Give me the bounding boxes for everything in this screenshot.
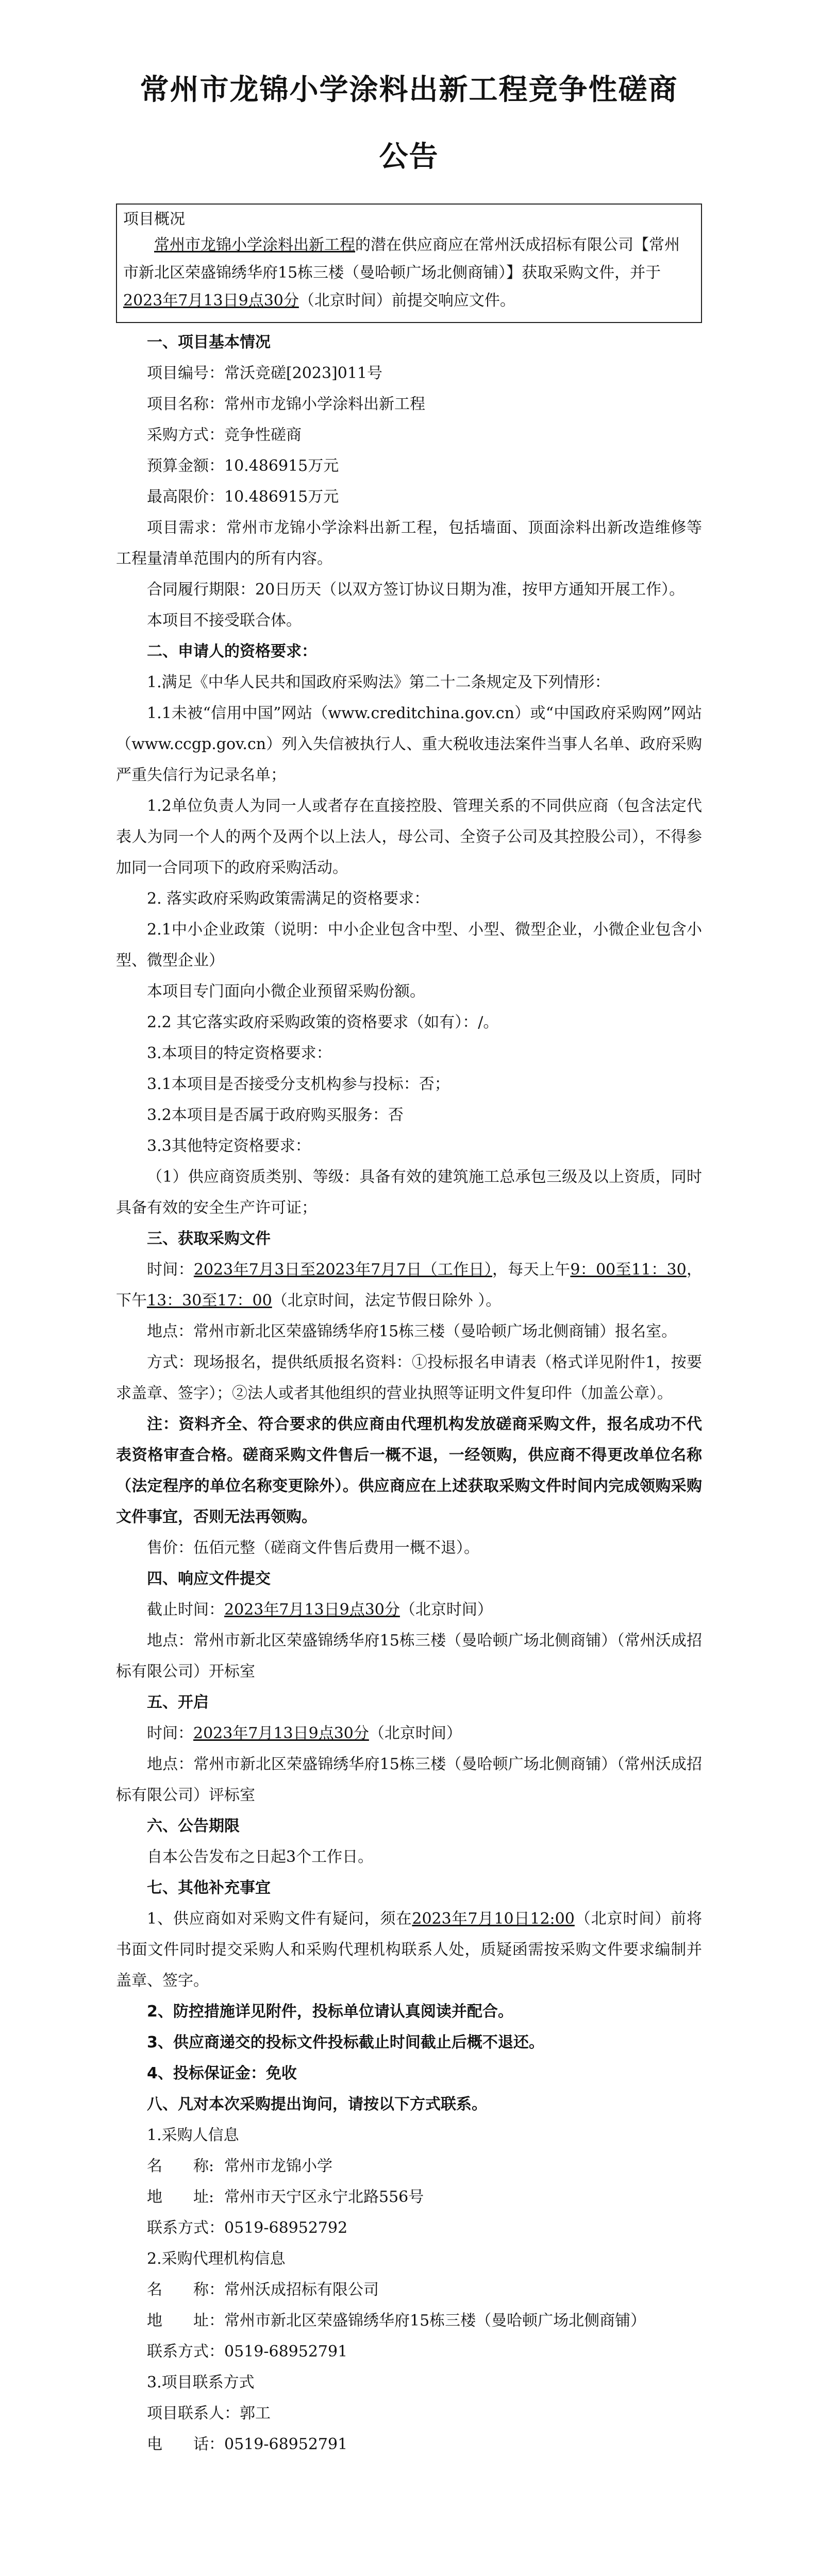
afternoon-hours: 13：30至17：00 xyxy=(147,1292,272,1310)
label-text: ，每天上午 xyxy=(492,1261,571,1279)
label-text: 时间： xyxy=(147,1261,194,1279)
agency-address xyxy=(116,2306,702,2336)
acquisition-place: 地点：常州市新北区荣盛锦绣华府15栋三楼（曼哈顿广场北侧商铺）报名室。 xyxy=(147,1323,677,1341)
section-heading-1: 一、项目基本情况 xyxy=(147,333,271,351)
purchaser-phone: 联系方式：0519-68952792 xyxy=(147,2219,348,2237)
section-heading-3: 三、获取采购文件 xyxy=(147,1230,271,1248)
section-heading-2: 二、申请人的资格要求： xyxy=(147,642,317,660)
qualification-item: 1.满足《中华人民共和国政府采购法》第二十二条规定及下列情形： xyxy=(147,673,610,691)
label-text: （北京时间，法定节假日除外 ）。 xyxy=(272,1292,502,1310)
qualification-item: 3.3其他特定资格要求： xyxy=(147,1137,311,1155)
qualification-item: 2.2 其它落实政府采购政策的资格要求（如有）：/。 xyxy=(147,1013,499,1031)
contract-period: 合同履行期限：20日历天（以双方签订协议日期为准，按甲方通知开展工作）。 xyxy=(147,581,685,599)
project-number: 项目编号：常沃竞磋[2023]011号 xyxy=(147,364,383,382)
section-heading-4: 四、响应文件提交 xyxy=(147,1570,271,1588)
contact-person: 项目联系人：郭工 xyxy=(147,2404,271,2422)
value-text: 常州沃成招标有限公司 xyxy=(224,2281,379,2299)
agency-title: 2.采购代理机构信息 xyxy=(147,2250,286,2268)
max-price: 最高限价：10.486915万元 xyxy=(147,488,339,506)
qualification-item: 3.2本项目是否属于政府购买服务：否 xyxy=(147,1106,404,1124)
qualification-item: 本项目专门面向小微企业预留采购份额。 xyxy=(147,982,425,1001)
acquisition-method: 方式：现场报名，提供纸质报名资料：①投标报名申请表（格式详见附件1，按要求盖章、签字）；②法人或者其他组织的营业执照等证明文件复印件（加盖公章）。 xyxy=(116,1353,702,1402)
label-text: 截止时间： xyxy=(147,1601,224,1619)
qualification-item: （1）供应商资质类别、等级：具备有效的建筑施工总承包三级及以上资质，同时具备有效的安全生产许可证； xyxy=(116,1168,702,1217)
overview-text xyxy=(123,231,695,315)
overview-text-part2: （北京时间）前提交响应文件。 xyxy=(298,292,515,310)
agency-phone: 联系方式：0519-68952791 xyxy=(147,2343,348,2361)
label-text: （北京时间） xyxy=(399,1601,493,1619)
supplement-item-2: 2、防控措施详见附件，投标单位请认真阅读并配合。 xyxy=(147,2003,513,2021)
label-text: （北京时间） xyxy=(369,1724,462,1742)
page-subtitle: 公告 xyxy=(379,140,439,174)
label-text: 地 址: xyxy=(147,2188,214,2206)
label-text: （北京时间）前将书面文件同时提交采购人和采购代理机构联系人处，质疑函需按采购文件要求编制并盖章、签字。 xyxy=(116,1910,702,1990)
supplement-item-1 xyxy=(116,1904,702,1996)
label-text: 名 称: xyxy=(147,2157,214,2175)
procurement-method: 采购方式：竞争性磋商 xyxy=(147,426,302,444)
purchaser-address xyxy=(116,2182,702,2213)
label-text: 1、供应商如对采购文件有疑问，须在 xyxy=(147,1910,412,1928)
overview-deadline: 2023年7月13日9点30分 xyxy=(123,292,299,310)
document-price: 售价：伍佰元整（磋商文件售后费用一概不退）。 xyxy=(147,1539,479,1557)
contact-phone xyxy=(116,2429,702,2460)
overview-text-part1: 的潜在供应商应在常州沃成招标有限公司【常州市新北区荣盛锦绣华府15栋三楼（曼哈顿广场北侧商铺）】获取采购文件，并于 xyxy=(123,236,680,282)
question-deadline: 2023年7月10日12:00 xyxy=(412,1910,575,1928)
agency-name xyxy=(116,2275,702,2306)
opening-place: 地点：常州市新北区荣盛锦绣华府15栋三楼（曼哈顿广场北侧商铺）（常州沃成招标有限公司）评标室 xyxy=(116,1755,702,1804)
label-text: 电 话： xyxy=(147,2435,224,2453)
label-text: 地 址： xyxy=(147,2312,224,2330)
section-heading-5: 五、开启 xyxy=(147,1693,209,1711)
supplement-item-4: 4、投标保证金：免收 xyxy=(147,2064,297,2082)
overview-label: 项目概况 xyxy=(123,210,185,228)
section-heading-6: 六、公告期限 xyxy=(147,1817,240,1835)
qualification-item: 1.2单位负责人为同一人或者存在直接控股、管理关系的不同供应商（包含法定代表人为同一个人的两个及两个以上法人，母公司、全资子公司及其控股公司），不得参加同一合同项下的政府采购活动。 xyxy=(116,797,702,877)
project-overview-box xyxy=(116,204,702,323)
contact-title: 3.项目联系方式 xyxy=(147,2374,255,2392)
overview-project-name: 常州市龙锦小学涂料出新工程 xyxy=(154,236,355,254)
value-text: 常州市新北区荣盛锦绣华府15栋三楼（曼哈顿广场北侧商铺） xyxy=(224,2312,646,2330)
label-text: 时间： xyxy=(147,1724,193,1742)
submission-deadline xyxy=(116,1595,702,1625)
qualification-item: 3.本项目的特定资格要求： xyxy=(147,1044,332,1062)
opening-date: 2023年7月13日9点30分 xyxy=(193,1724,369,1742)
qualification-item: 1.1未被“信用中国”网站（www.creditchina.gov.cn）或“中国政府采购网”网站（www.ccgp.gov.cn）列入失信被执行人、重大税收违法案件当事人名单、政府采购严重失信行为记录名单； xyxy=(116,704,702,784)
purchaser-title: 1.采购人信息 xyxy=(147,2126,239,2144)
supplement-item-3: 3、供应商递交的投标文件投标截止时间截止后概不退还。 xyxy=(147,2033,544,2052)
announcement-period: 自本公告发布之日起3个工作日。 xyxy=(147,1848,374,1866)
value-text: 0519-68952791 xyxy=(224,2435,348,2453)
deadline-date: 2023年7月13日9点30分 xyxy=(224,1601,400,1619)
purchaser-name xyxy=(116,2151,702,2182)
qualification-item: 2.1中小企业政策（说明：中小企业包含中型、小型、微型企业，小微企业包含小型、微型企业） xyxy=(116,921,702,970)
qualification-item: 2. 落实政府采购政策需满足的资格要求： xyxy=(147,890,430,908)
section-heading-7: 七、其他补充事宜 xyxy=(147,1879,271,1897)
section-heading-8: 八、凡对本次采购提出询问，请按以下方式联系。 xyxy=(147,2095,487,2113)
label-text: 名 称： xyxy=(147,2281,224,2299)
value-text: 常州市龙锦小学 xyxy=(224,2157,332,2175)
acquisition-date-range: 2023年7月3日至2023年7月7日（工作日） xyxy=(193,1261,492,1279)
page-title: 常州市龙锦小学涂料出新工程竞争性磋商 xyxy=(140,73,678,107)
qualification-item: 3.1本项目是否接受分支机构参与投标：否； xyxy=(147,1075,450,1093)
morning-hours: 9：00至11：30 xyxy=(570,1261,687,1279)
project-name: 项目名称：常州市龙锦小学涂料出新工程 xyxy=(147,395,425,413)
submission-place: 地点：常州市新北区荣盛锦绣华府15栋三楼（曼哈顿广场北侧商铺）（常州沃成招标有限公司）开标室 xyxy=(116,1632,702,1681)
budget-amount: 预算金额：10.486915万元 xyxy=(147,457,339,475)
announcement-body xyxy=(116,327,702,2460)
opening-time xyxy=(116,1718,702,1749)
acquisition-note: 注：资料齐全、符合要求的供应商由代理机构发放磋商采购文件，报名成功不代表资格审查合格。磋商采购文件售后一概不退，一经领购，供应商不得更改单位名称（法定程序的单位名称变更除外）。供应商应在上述获取采购文件时间内完成领购采购文件事宜，否则无法再领购。 xyxy=(116,1415,702,1526)
label-text: ，下午 xyxy=(116,1261,703,1310)
no-consortium: 本项目不接受联合体。 xyxy=(147,612,302,630)
acquisition-time xyxy=(116,1255,702,1316)
value-text: 常州市天宁区永宁北路556号 xyxy=(224,2188,424,2206)
project-requirements: 项目需求：常州市龙锦小学涂料出新工程，包括墙面、顶面涂料出新改造维修等工程量清单范围内的所有内容。 xyxy=(116,519,702,568)
